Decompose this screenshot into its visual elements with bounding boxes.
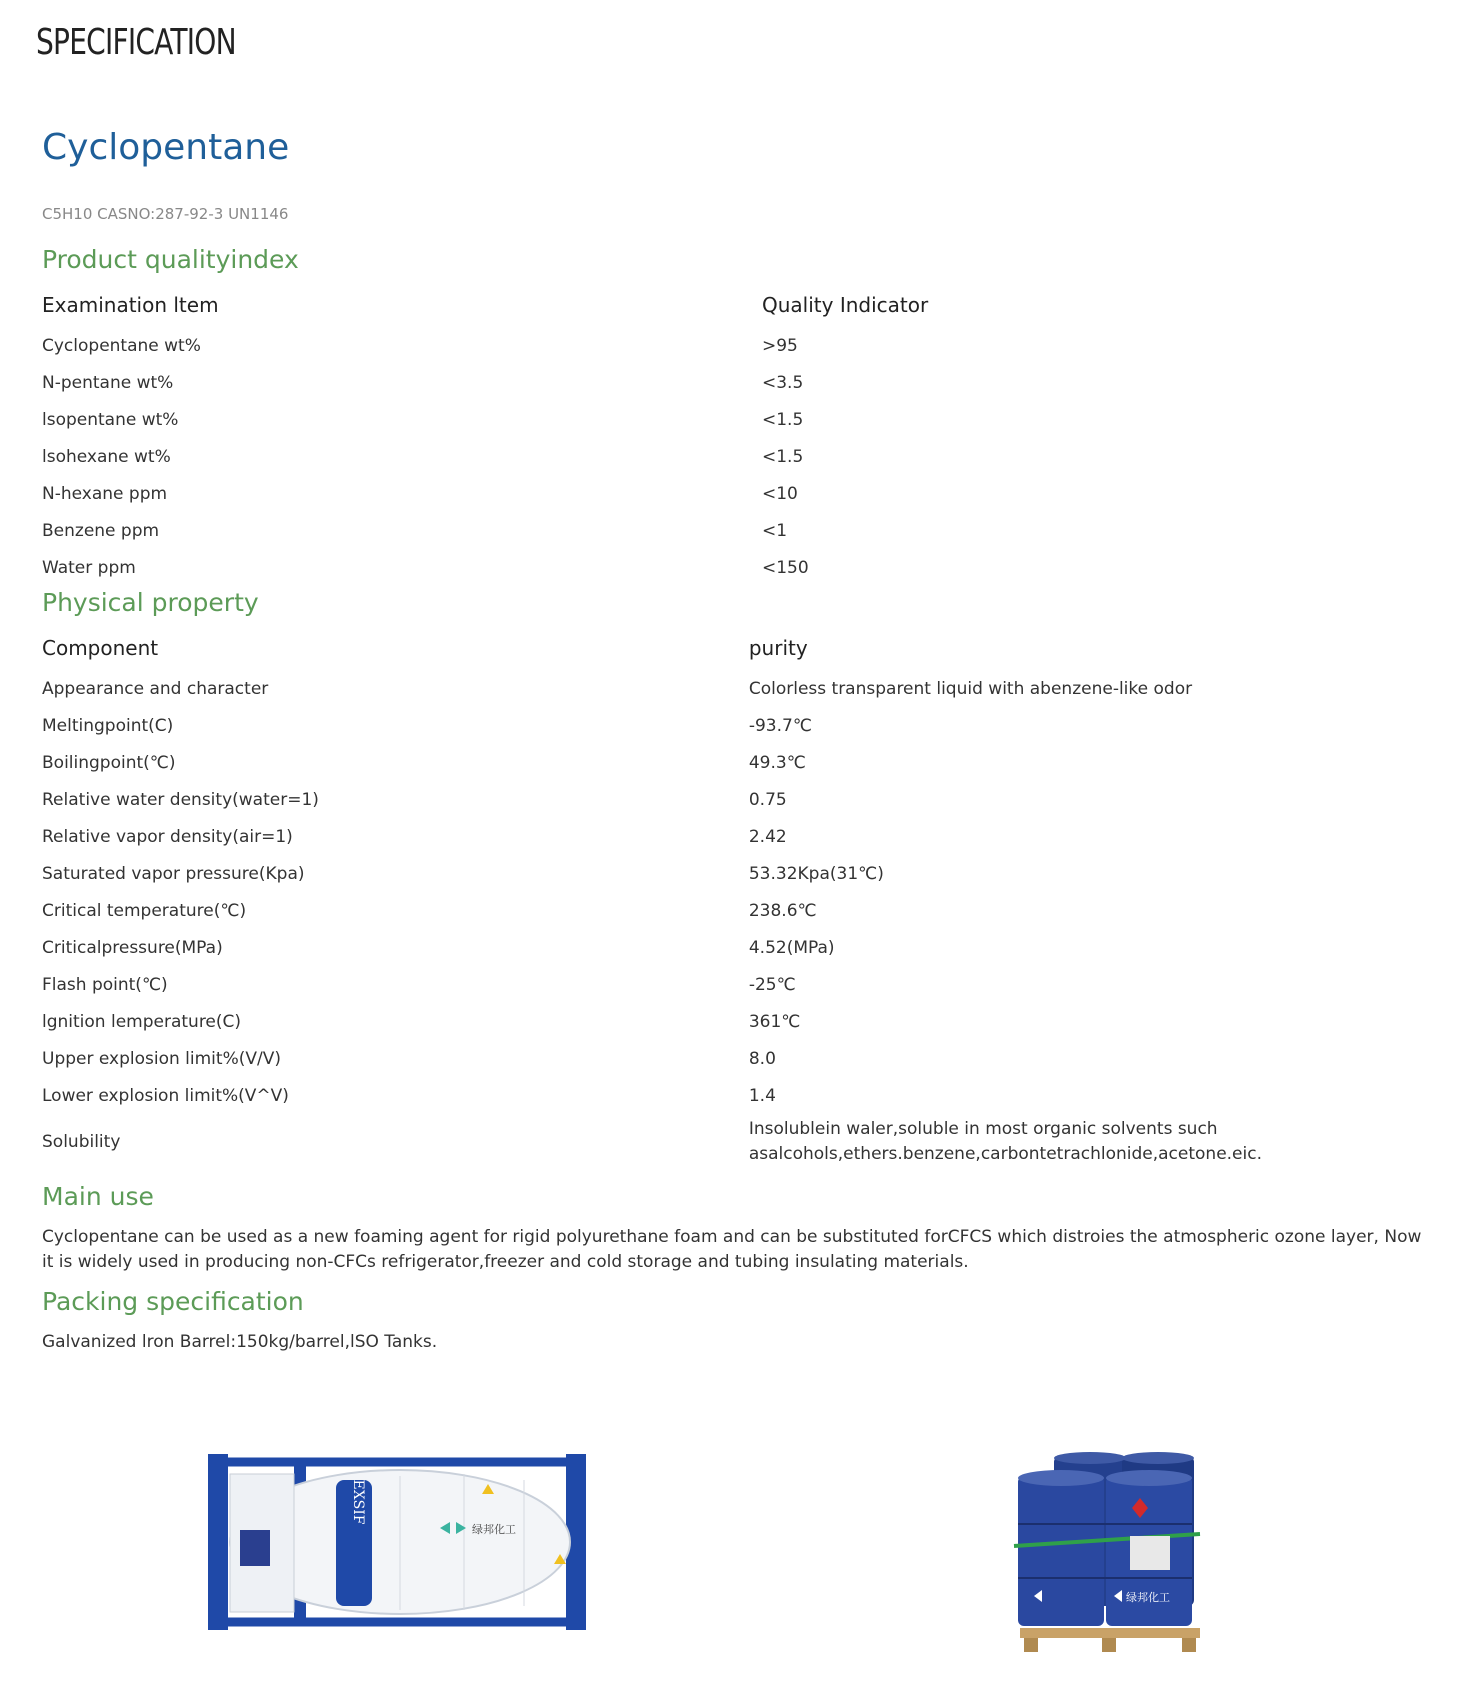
quality-row-value: <1.5	[762, 446, 804, 467]
quality-section-title: Product qualityindex	[42, 245, 299, 274]
physical-row	[42, 1003, 1432, 1040]
quality-row-label: lsopentane wt%	[42, 409, 179, 430]
physical-section-title: Physical property	[42, 588, 259, 617]
physical-row-label: Critical temperature(℃)	[42, 900, 247, 921]
quality-row-value: <10	[762, 483, 798, 504]
physical-row-label: Relative vapor density(air=1)	[42, 826, 293, 847]
physical-row-value: 49.3℃	[748, 752, 806, 773]
tank-lettering: EXSIF	[350, 1479, 366, 1525]
physical-row-label: Relative water density(water=1)	[42, 789, 319, 810]
quality-row	[42, 475, 1432, 512]
physical-row	[42, 1040, 1432, 1077]
physical-row-value: 8.0	[748, 1048, 776, 1069]
quality-row	[42, 438, 1432, 475]
barrel-brand: 绿邦化工	[1126, 1591, 1170, 1604]
quality-row	[42, 327, 1432, 364]
quality-row	[42, 549, 1432, 586]
physical-row	[42, 855, 1432, 892]
page-title: SPECIFICATION	[36, 22, 236, 63]
quality-row-value: <1	[762, 520, 788, 541]
physical-row-label: Flash point(℃)	[42, 974, 168, 995]
quality-row-label: Benzene ppm	[42, 520, 160, 541]
physical-row	[42, 818, 1432, 855]
physical-row-label: Meltingpoint(C)	[42, 715, 174, 736]
physical-header-component: Component	[42, 635, 159, 660]
physical-table	[42, 629, 1432, 1170]
barrels-image	[1010, 1450, 1210, 1656]
physical-row-value: 361℃	[748, 1011, 801, 1032]
packing-images	[0, 1440, 1460, 1670]
physical-row-value: 1.4	[748, 1085, 776, 1106]
quality-row	[42, 512, 1432, 549]
physical-row-label: Lower explosion limit%(V^V)	[42, 1085, 289, 1106]
physical-row-value: 238.6℃	[748, 900, 817, 921]
quality-table-header	[42, 286, 1432, 327]
quality-row	[42, 401, 1432, 438]
tank-brand: 绿邦化工	[472, 1523, 516, 1536]
quality-row-value: >95	[762, 335, 798, 356]
packing-text: Galvanized lron Barrel:150kg/barrel,lSO Tanks.	[42, 1332, 438, 1352]
physical-row	[42, 670, 1432, 707]
product-formula: C5H10 CASNO:287-92-3 UN1146	[42, 205, 289, 223]
quality-row-label: N-hexane ppm	[42, 483, 168, 504]
main-use-title: Main use	[42, 1182, 154, 1211]
physical-row-value: -93.7℃	[748, 715, 812, 736]
physical-row-value: Colorless transparent liquid with abenzene-like odor	[748, 678, 1193, 699]
physical-row	[42, 707, 1432, 744]
physical-row	[42, 744, 1432, 781]
quality-row-value: <3.5	[762, 372, 804, 393]
physical-row	[42, 966, 1432, 1003]
physical-table-header	[42, 629, 1432, 670]
quality-row-value: <1.5	[762, 409, 804, 430]
physical-row-label: lgnition lemperature(C)	[42, 1011, 242, 1032]
physical-row-label: Solubility	[42, 1131, 121, 1152]
physical-row-label: Appearance and character	[42, 678, 269, 699]
physical-row-value: -25℃	[748, 974, 796, 995]
quality-header-item: Examination ltem	[42, 292, 219, 317]
physical-row-value: 4.52(MPa)	[748, 937, 835, 958]
physical-row	[42, 892, 1432, 929]
quality-row-label: Cyclopentane wt%	[42, 335, 201, 356]
quality-row-label: Water ppm	[42, 557, 136, 578]
physical-row-value: Insolublein waler,soluble in most organic solvents such asalcohols,ethers.benzene,carbontetrachlonide,acetone.eic.	[748, 1119, 1262, 1164]
packing-title: Packing specification	[42, 1287, 304, 1316]
physical-row	[42, 1114, 1432, 1170]
quality-row-label: N-pentane wt%	[42, 372, 174, 393]
quality-row-value: <150	[762, 557, 809, 578]
main-use-text: Cyclopentane can be used as a new foaming agent for rigid polyurethane foam and can be substituted forCFCS which distroies the atmospheric ozone layer, Now it is widely used in producing non-CFCs refrigerator,freezer and cold storage and tubing insulating materials.	[42, 1227, 1422, 1272]
physical-row-value: 0.75	[748, 789, 787, 810]
quality-row-label: lsohexane wt%	[42, 446, 171, 467]
quality-table	[42, 286, 1432, 586]
spec-content	[42, 118, 1432, 1355]
physical-row-value: 53.32Kpa(31℃)	[748, 863, 884, 884]
physical-row-label: Criticalpressure(MPa)	[42, 937, 223, 958]
physical-row-label: Saturated vapor pressure(Kpa)	[42, 863, 305, 884]
physical-row-label: Upper explosion limit%(V/V)	[42, 1048, 281, 1069]
physical-row	[42, 1077, 1432, 1114]
iso-tank-image	[204, 1440, 590, 1640]
product-name: Cyclopentane	[42, 127, 290, 168]
physical-header-purity: purity	[748, 635, 808, 660]
physical-row-value: 2.42	[748, 826, 787, 847]
physical-row	[42, 929, 1432, 966]
physical-row	[42, 781, 1432, 818]
physical-row-label: Boilingpoint(℃)	[42, 752, 176, 773]
quality-header-indicator: Quality Indicator	[762, 292, 929, 317]
quality-row	[42, 364, 1432, 401]
